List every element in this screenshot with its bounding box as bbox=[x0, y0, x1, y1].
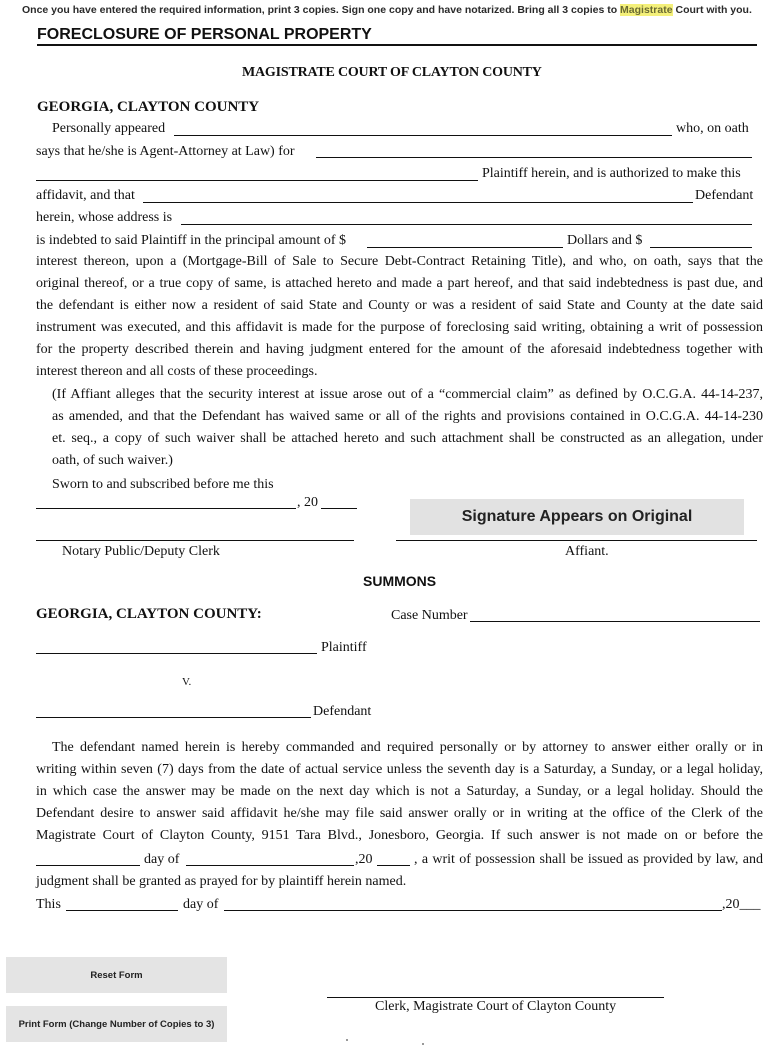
plaintiff-name-field-2[interactable] bbox=[36, 163, 478, 181]
affidavit-body-line: for the property described therein and having judgment entered for the amount of the aforesaid indebtedness together with bbox=[36, 342, 763, 357]
agent-attorney-label: says that he/she is Agent-Attorney at Law) for bbox=[36, 144, 295, 159]
plaintiff-label: Plaintiff bbox=[321, 640, 367, 655]
affidavit-body-line: interest thereon and all costs of these proceedings. bbox=[36, 364, 318, 379]
scan-dot bbox=[422, 1043, 424, 1045]
instruction-highlight: Magistrate bbox=[620, 4, 673, 16]
summons-venue: GEORGIA, CLAYTON COUNTY: bbox=[36, 606, 262, 622]
sworn-date-field[interactable] bbox=[36, 491, 296, 509]
day-of-label: day of bbox=[144, 852, 180, 867]
sworn-year-field[interactable] bbox=[321, 491, 357, 509]
issue-month-field[interactable] bbox=[224, 893, 722, 911]
dollars-and-label: Dollars and $ bbox=[567, 233, 643, 248]
herein-address-label: herein, whose address is bbox=[36, 210, 173, 225]
summons-body-line: The defendant named herein is hereby commanded and required personally or by attorney to answer either orally or in bbox=[52, 740, 763, 755]
summons-defendant-field[interactable] bbox=[36, 700, 311, 718]
year-prefix: , 20 bbox=[297, 495, 318, 510]
affidavit-body-line: instrument was executed, and this affidavit is made for the purpose of foreclosing said writing, obtaining a writ of possession bbox=[36, 320, 763, 335]
court-title: MAGISTRATE COURT OF CLAYTON COUNTY bbox=[242, 65, 542, 80]
affiant-label: Affiant. bbox=[565, 544, 609, 559]
defendant-name-field[interactable] bbox=[143, 185, 693, 203]
plaintiff-herein-label: Plaintiff herein, and is authorized to make this bbox=[482, 166, 741, 181]
summons-body-line: writing within seven (7) days from the date of actual service unless the seventh day is a Saturday, a Sunday, or a legal holiday, bbox=[36, 762, 763, 777]
personally-appeared-label: Personally appeared bbox=[52, 121, 166, 136]
affiant-name-field[interactable] bbox=[174, 118, 672, 136]
affiant-signature-line bbox=[396, 540, 757, 541]
defendant-label: Defendant bbox=[695, 188, 754, 203]
clerk-label: Clerk, Magistrate Court of Clayton County bbox=[375, 999, 617, 1014]
affidavit-body-line: original thereof, or a true copy of same, is attached hereto and made a part hereof, and that said indebtedness is past due, and bbox=[36, 276, 763, 291]
who-on-oath-label: who, on oath bbox=[676, 121, 749, 136]
instruction-banner bbox=[22, 4, 752, 16]
instruction-text: Once you have entered the required information, print 3 copies. Sign one copy and have notarized. Bring all 3 copies to bbox=[22, 4, 621, 16]
answer-day-field[interactable] bbox=[36, 848, 140, 866]
judgment-line: judgment shall be granted as prayed for by plaintiff herein named. bbox=[36, 874, 407, 889]
notary-signature-line bbox=[36, 540, 354, 541]
interest-amount-field[interactable] bbox=[650, 230, 752, 248]
answer-month-field[interactable] bbox=[186, 848, 354, 866]
signature-note: Signature Appears on Original bbox=[410, 499, 744, 535]
commercial-claim-line: et. seq., a copy of such waiver shall be attached hereto and such attachment shall be constructed as an allegation, under bbox=[52, 431, 763, 446]
summons-plaintiff-field[interactable] bbox=[36, 636, 317, 654]
commercial-claim-line: oath, of such waiver.) bbox=[52, 453, 173, 468]
form-title: FORECLOSURE OF PERSONAL PROPERTY bbox=[37, 26, 372, 43]
summons-heading: SUMMONS bbox=[363, 573, 437, 589]
summons-body-line: in which case the answer may be made on the next day which is not a Saturday, a Sunday, or a legal holiday. Should the bbox=[36, 784, 763, 799]
title-underline bbox=[37, 44, 757, 46]
defendant-summons-label: Defendant bbox=[313, 704, 372, 719]
summons-body-line: Magistrate Court of Clayton County, 9151 Tara Blvd., Jonesboro, Georgia. If such answer is not made on or before the bbox=[36, 828, 763, 843]
defendant-address-field[interactable] bbox=[181, 207, 752, 225]
summons-body-line: Defendant desire to answer said affidavit he/she may file said answer orally or in writing at the office of the Clerk of the bbox=[36, 806, 763, 821]
commercial-claim-line: (If Affiant alleges that the security interest at issue arose out of a “commercial claim” as defined by O.C.G.A. 44-14-237, bbox=[52, 387, 763, 402]
scan-dot bbox=[346, 1039, 348, 1041]
versus-label: V. bbox=[182, 676, 192, 688]
venue-heading: GEORGIA, CLAYTON COUNTY bbox=[37, 99, 260, 115]
issue-year-suffix: ,20___ bbox=[722, 897, 761, 912]
reset-form-button[interactable]: Reset Form bbox=[6, 957, 227, 993]
plaintiff-name-field[interactable] bbox=[316, 140, 752, 158]
answer-year-field[interactable] bbox=[377, 848, 410, 866]
case-number-label: Case Number bbox=[391, 608, 468, 623]
print-form-button[interactable]: Print Form (Change Number of Copies to 3) bbox=[6, 1006, 227, 1042]
sworn-label: Sworn to and subscribed before me this bbox=[52, 477, 274, 492]
this-label: This bbox=[36, 897, 61, 912]
issue-day-field[interactable] bbox=[66, 893, 178, 911]
affidavit-body-line: the defendant is either now a resident of said State and County or was a resident of said State and County at the date said bbox=[36, 298, 763, 313]
notary-label: Notary Public/Deputy Clerk bbox=[62, 544, 220, 559]
instruction-text-end: Court with you. bbox=[672, 4, 752, 16]
case-number-field[interactable] bbox=[470, 604, 760, 622]
writ-text: , a writ of possession shall be issued as provided by law, and bbox=[414, 852, 763, 867]
principal-amount-label: is indebted to said Plaintiff in the principal amount of $ bbox=[36, 233, 347, 248]
day-of-label-2: day of bbox=[183, 897, 219, 912]
affidavit-and-that-label: affidavit, and that bbox=[36, 188, 135, 203]
comma-20-label: ,20 bbox=[355, 852, 373, 867]
principal-amount-field[interactable] bbox=[367, 230, 563, 248]
commercial-claim-line: as amended, and that the Defendant has waived same or all of the rights and provisions contained in O.C.G.A. 44-14-230 bbox=[52, 409, 763, 424]
affidavit-body-line: interest thereon, upon a (Mortgage-Bill of Sale to Secure Debt-Contract Retaining Title), and who, on oath, says that the bbox=[36, 254, 763, 269]
